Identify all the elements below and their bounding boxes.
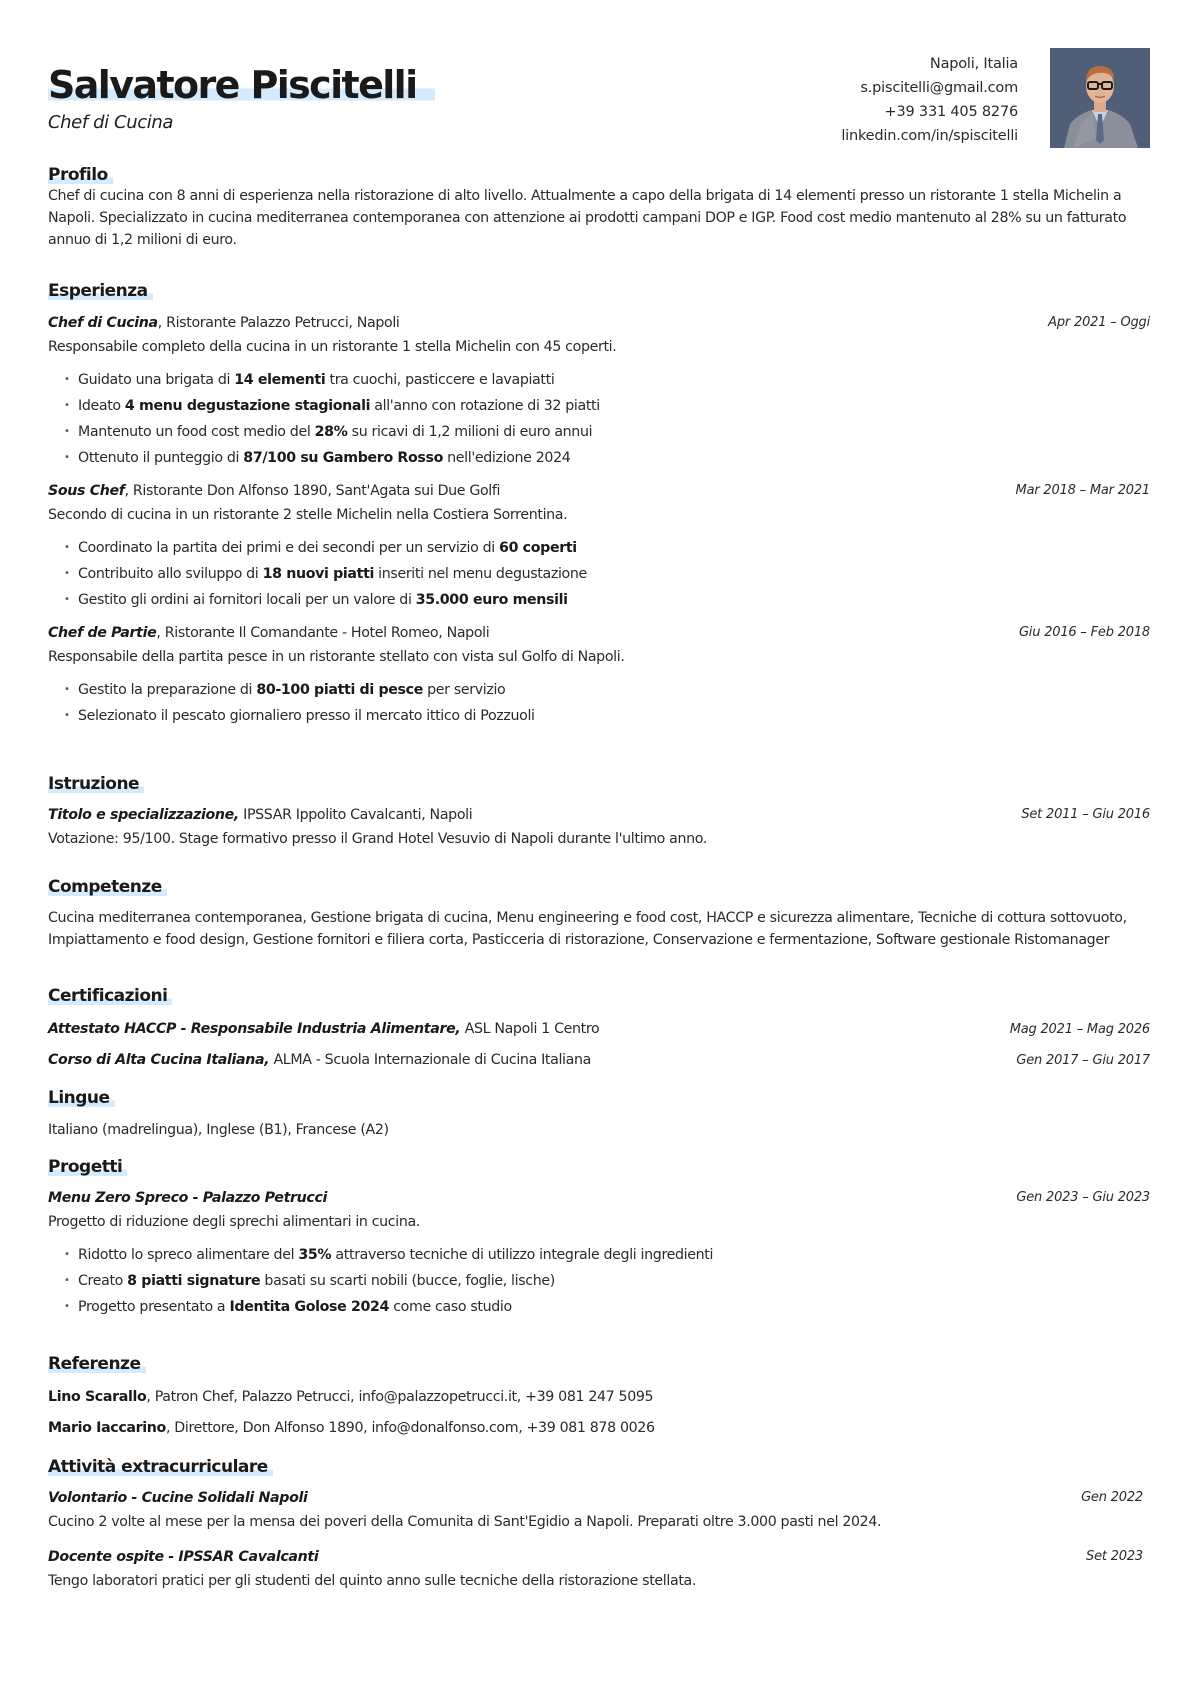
bullet-item: • Gestito gli ordini ai fornitori locali per un valore di 35.000 euro mensili: [64, 587, 1150, 613]
education-description: Votazione: 95/100. Stage formativo presso il Grand Hotel Vesuvio di Napoli durante l'ultimo anno.: [48, 831, 708, 847]
activity-header: [48, 1486, 1150, 1510]
section-title: Lingue: [48, 1087, 115, 1109]
bullet-icon: •: [64, 426, 70, 437]
education-dates: Set 2011 – Giu 2016: [1021, 807, 1150, 822]
activity-name: Docente ospite - IPSSAR Cavalcanti: [48, 1549, 319, 1565]
section-lingue: [48, 1087, 1150, 1141]
resume-header: [48, 0, 1150, 160]
job-dates: Mar 2018 – Mar 2021: [1015, 483, 1150, 498]
bullet-icon: •: [64, 710, 70, 721]
section-competenze: [48, 876, 1150, 951]
reference-name: Lino Scarallo: [48, 1389, 147, 1405]
certification-name: Attestato HACCP - Responsabile Industria Alimentare,: [48, 1021, 461, 1037]
job-bullets: [64, 535, 1150, 613]
job-entry: [48, 311, 1150, 471]
bullet-item: • Ottenuto il punteggio di 87/100 su Gambero Rosso nell'edizione 2024: [64, 445, 1150, 471]
job-entry: [48, 621, 1150, 729]
section-title: Attività extracurriculare: [48, 1456, 273, 1478]
section-certificazioni: [48, 985, 1150, 1076]
bullet-icon: •: [64, 542, 70, 553]
bullet-icon: •: [64, 1301, 70, 1312]
job-bullets: [64, 677, 1150, 729]
reference-item: [48, 1413, 1150, 1444]
reference-name: Mario Iaccarino: [48, 1420, 166, 1436]
project-description: Progetto di riduzione degli sprechi alimentari in cucina.: [48, 1214, 420, 1230]
job-description: Responsabile della partita pesce in un ristorante stellato con vista sul Golfo di Napoli.: [48, 649, 625, 665]
section-progetti: [48, 1156, 1150, 1320]
certification-item: [48, 1045, 1150, 1076]
person-portrait-icon: [1050, 48, 1150, 148]
section-extracurriculare: [48, 1456, 1150, 1593]
activity-description: Tengo laboratori pratici per gli studenti del quinto anno sulle tecniche della ristorazione stellata.: [48, 1573, 697, 1589]
bullet-item: • Creato 8 piatti signature basati su scarti nobili (bucce, foglie, lische): [64, 1268, 1150, 1294]
job-employer: , Ristorante Palazzo Petrucci, Napoli: [157, 315, 400, 331]
reference-item: [48, 1382, 1150, 1413]
job-role: Chef de Partie: [48, 625, 157, 641]
reference-details: , Patron Chef, Palazzo Petrucci, info@palazzopetrucci.it, +39 081 247 5095: [146, 1389, 654, 1405]
section-title: Competenze: [48, 876, 167, 898]
languages-list: Italiano (madrelingua), Inglese (B1), Francese (A2): [48, 1122, 389, 1138]
bullet-icon: •: [64, 1275, 70, 1286]
job-header: [48, 311, 1150, 335]
job-role: Sous Chef: [48, 483, 125, 499]
bullet-item: • Coordinato la partita dei primi e dei secondi per un servizio di 60 coperti: [64, 535, 1150, 561]
section-istruzione: [48, 773, 1150, 851]
job-header: [48, 479, 1150, 503]
candidate-name: Salvatore Piscitelli: [48, 62, 435, 108]
bullet-icon: •: [64, 684, 70, 695]
section-title: Esperienza: [48, 280, 153, 302]
job-bullets: [64, 367, 1150, 471]
contact-email[interactable]: s.piscitelli@gmail.com: [860, 80, 1018, 96]
bullet-item: • Progetto presentato a Identita Golose 2024 come caso studio: [64, 1294, 1150, 1320]
bullet-item: • Contribuito allo sviluppo di 18 nuovi piatti inseriti nel menu degustazione: [64, 561, 1150, 587]
education-school: IPSSAR Ippolito Cavalcanti, Napoli: [238, 807, 473, 823]
activity-date: Gen 2022: [1081, 1490, 1143, 1505]
contact-linkedin[interactable]: linkedin.com/in/spiscitelli: [841, 128, 1018, 144]
bullet-icon: •: [64, 594, 70, 605]
activity-header: [48, 1545, 1150, 1569]
bullet-item: • Gestito la preparazione di 80-100 piatti di pesce per servizio: [64, 677, 1150, 703]
bullet-item: • Guidato una brigata di 14 elementi tra cuochi, pasticcere e lavapiatti: [64, 367, 1150, 393]
section-title: Progetti: [48, 1156, 127, 1178]
contact-location: Napoli, Italia: [929, 56, 1018, 72]
certification-dates: Gen 2017 – Giu 2017: [1016, 1053, 1150, 1068]
project-name: Menu Zero Spreco - Palazzo Petrucci: [48, 1190, 328, 1206]
section-title: Referenze: [48, 1353, 146, 1375]
section-referenze: [48, 1353, 1150, 1444]
activity-name: Volontario - Cucine Solidali Napoli: [48, 1490, 308, 1506]
project-dates: Gen 2023 – Giu 2023: [1016, 1190, 1150, 1205]
section-title: Certificazioni: [48, 985, 172, 1007]
bullet-item: • Mantenuto un food cost medio del 28% su ricavi di 1,2 milioni di euro annui: [64, 419, 1150, 445]
job-list: [48, 311, 1150, 729]
contact-phone[interactable]: +39 331 405 8276: [884, 104, 1018, 120]
job-dates: Apr 2021 – Oggi: [1048, 315, 1150, 330]
bullet-item: • Ridotto lo spreco alimentare del 35% attraverso tecniche di utilizzo integrale degli ingredienti: [64, 1242, 1150, 1268]
certification-issuer: ALMA - Scuola Internazionale di Cucina Italiana: [269, 1052, 591, 1068]
bullet-item: • Ideato 4 menu degustazione stagionali all'anno con rotazione di 32 piatti: [64, 393, 1150, 419]
job-title: Chef di Cucina: [48, 112, 173, 133]
activity-date: Set 2023: [1086, 1549, 1143, 1564]
bullet-icon: •: [64, 568, 70, 579]
contact-block: [841, 52, 1018, 148]
job-description: Secondo di cucina in un ristorante 2 stelle Michelin nella Costiera Sorrentina.: [48, 507, 568, 523]
education-degree: Titolo e specializzazione,: [48, 807, 239, 823]
job-employer: , Ristorante Don Alfonso 1890, Sant'Agata sui Due Golfi: [124, 483, 501, 499]
job-dates: Giu 2016 – Feb 2018: [1018, 625, 1150, 640]
job-employer: , Ristorante Il Comandante - Hotel Romeo, Napoli: [156, 625, 490, 641]
section-title: Profilo: [48, 164, 113, 186]
skills-list: Cucina mediterranea contemporanea, Gestione brigata di cucina, Menu engineering e food cost, HACCP e sicurezza alimentare, Tecniche di cottura sottovuoto, Impiattamento e food design, Gestione fornitori e filiera corta, Pasticceria di ristorazione, Conservazione e fermentazione, Software gestionale Ristomanager: [48, 910, 1127, 948]
section-profilo: [48, 164, 1150, 251]
activity-description: Cucino 2 volte al mese per la mensa dei poveri della Comunita di Sant'Egidio a Napoli. Preparati oltre 3.000 pasti nel 2024.: [48, 1514, 882, 1530]
bullet-icon: •: [64, 1249, 70, 1260]
certification-item: [48, 1014, 1150, 1045]
profile-summary: Chef di cucina con 8 anni di esperienza nella ristorazione di alto livello. Attualmente a capo della brigata di 14 elementi presso un ristorante 1 stella Michelin a Napoli. Specializzato in cucina mediterranea contemporanea con attenzione ai prodotti campani DOP e IGP. Food cost medio mantenuto al 28% su un fatturato annuo di 1,2 milioni di euro.: [48, 188, 1127, 248]
bullet-icon: •: [64, 374, 70, 385]
job-header: [48, 621, 1150, 645]
reference-details: , Direttore, Don Alfonso 1890, info@donalfonso.com, +39 081 878 0026: [165, 1420, 655, 1436]
bullet-icon: •: [64, 452, 70, 463]
section-title: Istruzione: [48, 773, 144, 795]
bullet-icon: •: [64, 400, 70, 411]
job-entry: [48, 479, 1150, 613]
certification-issuer: ASL Napoli 1 Centro: [460, 1021, 600, 1037]
education-header: [48, 803, 1150, 827]
certification-name: Corso di Alta Cucina Italiana,: [48, 1052, 270, 1068]
job-role: Chef di Cucina: [48, 315, 158, 331]
resume-page: [48, 0, 1150, 1589]
section-esperienza: [48, 280, 1150, 729]
job-description: Responsabile completo della cucina in un ristorante 1 stella Michelin con 45 coperti.: [48, 339, 617, 355]
profile-photo: [1050, 48, 1150, 148]
project-bullets: [64, 1242, 1150, 1320]
bullet-item: • Selezionato il pescato giornaliero presso il mercato ittico di Pozzuoli: [64, 703, 1150, 729]
certification-dates: Mag 2021 – Mag 2026: [1009, 1022, 1150, 1037]
project-header: [48, 1186, 1150, 1210]
